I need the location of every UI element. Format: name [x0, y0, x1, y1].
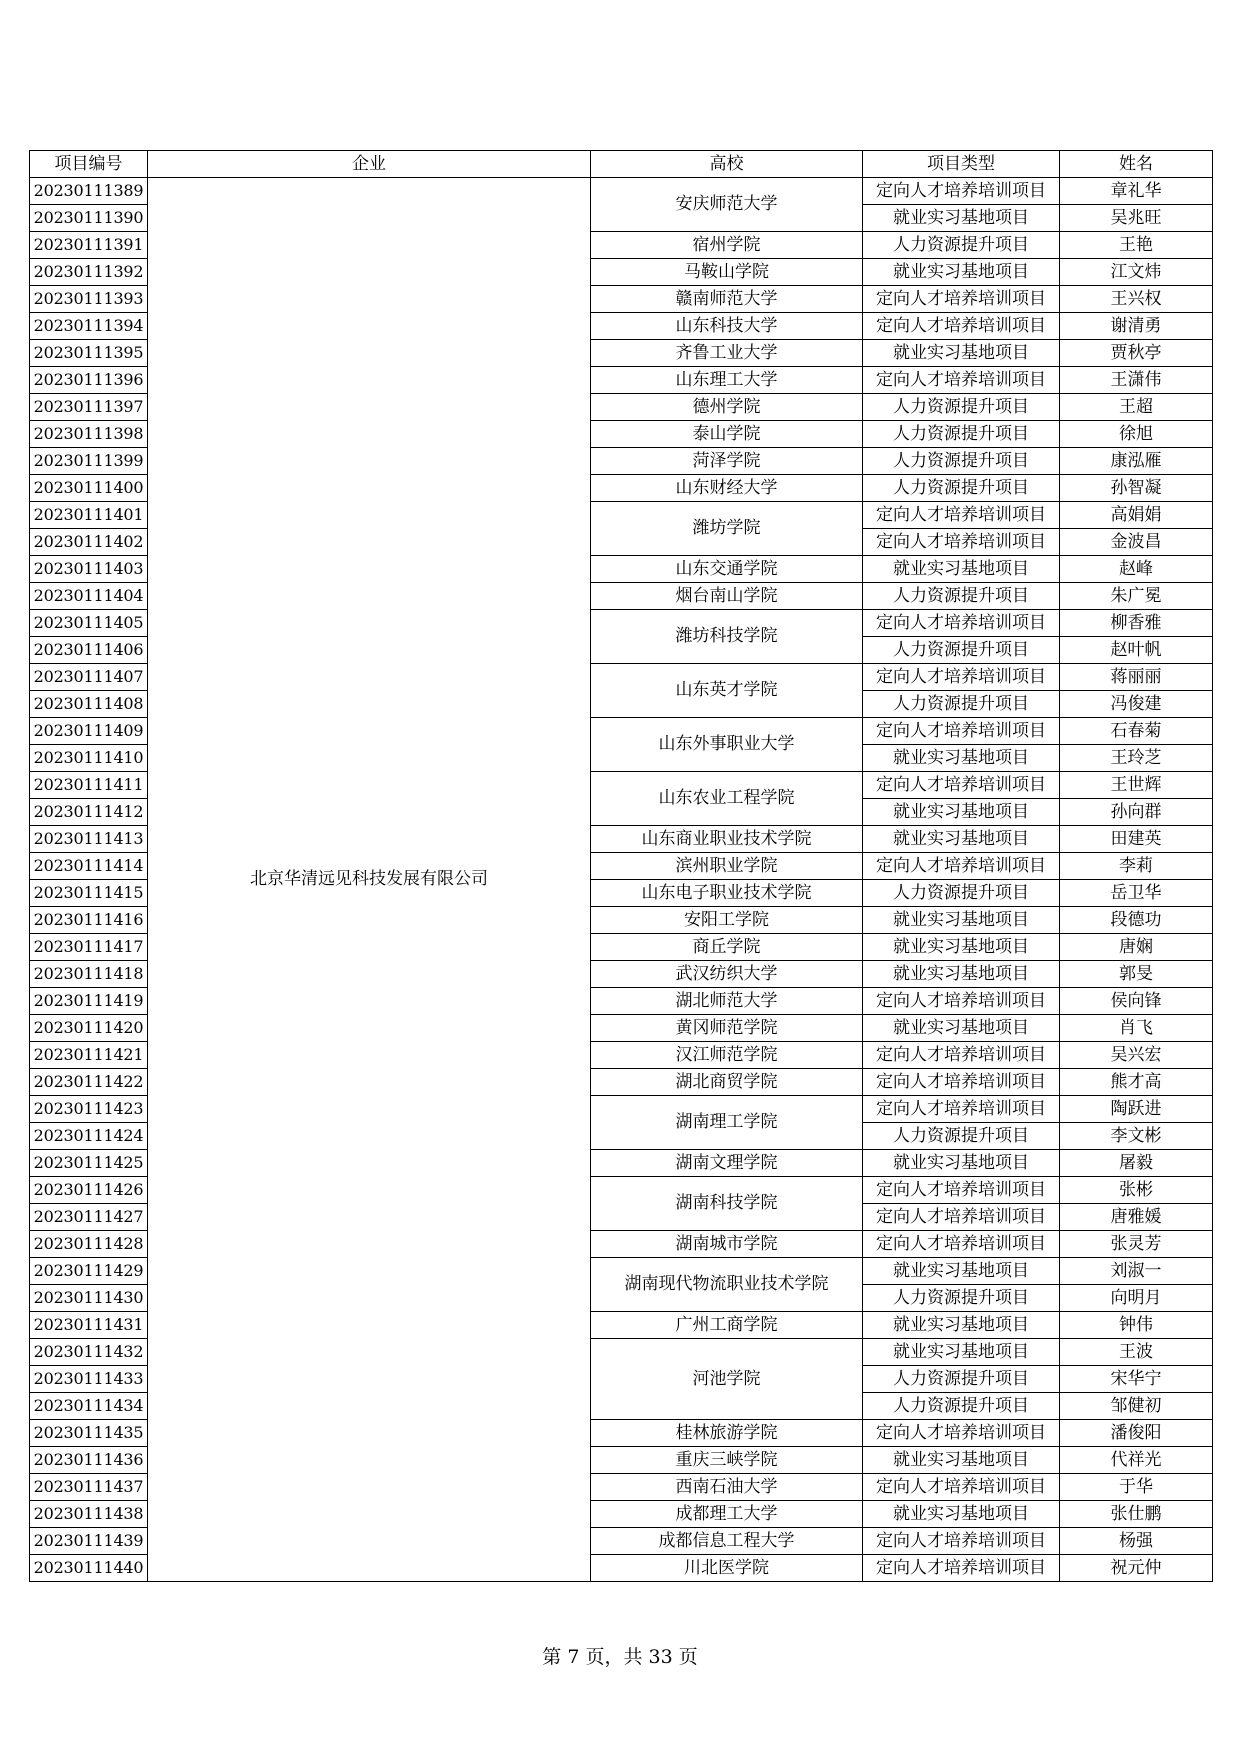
cell-school: 西南石油大学 — [591, 1474, 863, 1501]
cell-project-id: 20230111394 — [30, 313, 148, 340]
cell-project-type: 定向人才培养培训项目 — [863, 1042, 1060, 1069]
cell-project-id: 20230111406 — [30, 637, 148, 664]
cell-project-type: 定向人才培养培训项目 — [863, 1420, 1060, 1447]
cell-school: 武汉纺织大学 — [591, 961, 863, 988]
cell-project-id: 20230111412 — [30, 799, 148, 826]
cell-project-id: 20230111418 — [30, 961, 148, 988]
cell-person-name: 肖飞 — [1060, 1015, 1213, 1042]
cell-project-id: 20230111420 — [30, 1015, 148, 1042]
cell-person-name: 李文彬 — [1060, 1123, 1213, 1150]
cell-project-type: 定向人才培养培训项目 — [863, 502, 1060, 529]
cell-project-type: 就业实习基地项目 — [863, 205, 1060, 232]
cell-project-type: 定向人才培养培训项目 — [863, 853, 1060, 880]
cell-project-type: 定向人才培养培训项目 — [863, 988, 1060, 1015]
header-project-id: 项目编号 — [30, 151, 148, 178]
project-table — [29, 150, 1213, 1582]
cell-project-id: 20230111428 — [30, 1231, 148, 1258]
cell-school: 成都信息工程大学 — [591, 1528, 863, 1555]
cell-school: 湖北师范大学 — [591, 988, 863, 1015]
cell-project-type: 就业实习基地项目 — [863, 907, 1060, 934]
cell-project-type: 定向人才培养培训项目 — [863, 529, 1060, 556]
cell-project-type: 定向人才培养培训项目 — [863, 1528, 1060, 1555]
cell-school: 烟台南山学院 — [591, 583, 863, 610]
cell-project-id: 20230111417 — [30, 934, 148, 961]
cell-project-type: 定向人才培养培训项目 — [863, 1231, 1060, 1258]
cell-project-id: 20230111421 — [30, 1042, 148, 1069]
cell-project-type: 就业实习基地项目 — [863, 1501, 1060, 1528]
cell-person-name: 孙智凝 — [1060, 475, 1213, 502]
cell-person-name: 王波 — [1060, 1339, 1213, 1366]
cell-person-name: 贾秋亭 — [1060, 340, 1213, 367]
cell-project-id: 20230111413 — [30, 826, 148, 853]
cell-person-name: 田建英 — [1060, 826, 1213, 853]
cell-person-name: 陶跃进 — [1060, 1096, 1213, 1123]
cell-project-id: 20230111402 — [30, 529, 148, 556]
cell-project-id: 20230111403 — [30, 556, 148, 583]
cell-person-name: 王超 — [1060, 394, 1213, 421]
header-company: 企业 — [148, 151, 591, 178]
cell-school: 黄冈师范学院 — [591, 1015, 863, 1042]
cell-project-type: 就业实习基地项目 — [863, 340, 1060, 367]
cell-project-id: 20230111390 — [30, 205, 148, 232]
cell-person-name: 吴兴宏 — [1060, 1042, 1213, 1069]
table-row — [30, 178, 1213, 205]
cell-project-type: 定向人才培养培训项目 — [863, 178, 1060, 205]
cell-project-type: 人力资源提升项目 — [863, 1366, 1060, 1393]
cell-school: 山东交通学院 — [591, 556, 863, 583]
cell-person-name: 孙向群 — [1060, 799, 1213, 826]
cell-school: 赣南师范大学 — [591, 286, 863, 313]
cell-project-type: 定向人才培养培训项目 — [863, 1204, 1060, 1231]
cell-project-type: 就业实习基地项目 — [863, 745, 1060, 772]
cell-project-type: 定向人才培养培训项目 — [863, 1069, 1060, 1096]
cell-project-id: 20230111392 — [30, 259, 148, 286]
cell-project-id: 20230111395 — [30, 340, 148, 367]
cell-school: 汉江师范学院 — [591, 1042, 863, 1069]
cell-project-id: 20230111432 — [30, 1339, 148, 1366]
header-project-type: 项目类型 — [863, 151, 1060, 178]
cell-person-name: 张仕鹏 — [1060, 1501, 1213, 1528]
cell-person-name: 赵峰 — [1060, 556, 1213, 583]
cell-project-id: 20230111414 — [30, 853, 148, 880]
cell-person-name: 邹健初 — [1060, 1393, 1213, 1420]
cell-company: 北京华清远见科技发展有限公司 — [148, 178, 591, 1582]
cell-project-type: 就业实习基地项目 — [863, 1150, 1060, 1177]
cell-project-type: 人力资源提升项目 — [863, 421, 1060, 448]
cell-project-type: 就业实习基地项目 — [863, 1258, 1060, 1285]
cell-project-type: 人力资源提升项目 — [863, 880, 1060, 907]
cell-project-type: 就业实习基地项目 — [863, 934, 1060, 961]
cell-person-name: 钟伟 — [1060, 1312, 1213, 1339]
cell-school: 潍坊学院 — [591, 502, 863, 556]
cell-project-type: 定向人才培养培训项目 — [863, 1474, 1060, 1501]
cell-project-type: 就业实习基地项目 — [863, 961, 1060, 988]
cell-project-type: 定向人才培养培训项目 — [863, 286, 1060, 313]
cell-project-id: 20230111436 — [30, 1447, 148, 1474]
cell-project-type: 就业实习基地项目 — [863, 556, 1060, 583]
cell-project-type: 定向人才培养培训项目 — [863, 718, 1060, 745]
cell-person-name: 康泓雁 — [1060, 448, 1213, 475]
cell-project-id: 20230111426 — [30, 1177, 148, 1204]
cell-person-name: 王玲芝 — [1060, 745, 1213, 772]
cell-school: 马鞍山学院 — [591, 259, 863, 286]
cell-person-name: 于华 — [1060, 1474, 1213, 1501]
cell-project-id: 20230111438 — [30, 1501, 148, 1528]
cell-school: 山东电子职业技术学院 — [591, 880, 863, 907]
cell-person-name: 潘俊阳 — [1060, 1420, 1213, 1447]
cell-project-id: 20230111434 — [30, 1393, 148, 1420]
cell-person-name: 蒋丽丽 — [1060, 664, 1213, 691]
cell-project-id: 20230111415 — [30, 880, 148, 907]
cell-project-type: 定向人才培养培训项目 — [863, 313, 1060, 340]
cell-project-id: 20230111435 — [30, 1420, 148, 1447]
cell-project-id: 20230111437 — [30, 1474, 148, 1501]
cell-person-name: 段德功 — [1060, 907, 1213, 934]
cell-school: 泰山学院 — [591, 421, 863, 448]
cell-project-type: 就业实习基地项目 — [863, 1447, 1060, 1474]
cell-school: 湖北商贸学院 — [591, 1069, 863, 1096]
cell-person-name: 王艳 — [1060, 232, 1213, 259]
cell-school: 湖南科技学院 — [591, 1177, 863, 1231]
cell-person-name: 王世辉 — [1060, 772, 1213, 799]
cell-project-type: 定向人才培养培训项目 — [863, 1177, 1060, 1204]
cell-person-name: 王兴权 — [1060, 286, 1213, 313]
cell-person-name: 侯向锋 — [1060, 988, 1213, 1015]
cell-project-id: 20230111424 — [30, 1123, 148, 1150]
cell-project-id: 20230111427 — [30, 1204, 148, 1231]
cell-project-id: 20230111416 — [30, 907, 148, 934]
cell-project-id: 20230111408 — [30, 691, 148, 718]
cell-person-name: 唐娴 — [1060, 934, 1213, 961]
cell-person-name: 郭旻 — [1060, 961, 1213, 988]
cell-project-type: 定向人才培养培训项目 — [863, 664, 1060, 691]
cell-project-id: 20230111405 — [30, 610, 148, 637]
cell-person-name: 宋华宁 — [1060, 1366, 1213, 1393]
cell-school: 德州学院 — [591, 394, 863, 421]
cell-person-name: 熊才高 — [1060, 1069, 1213, 1096]
cell-person-name: 金波昌 — [1060, 529, 1213, 556]
cell-project-id: 20230111393 — [30, 286, 148, 313]
cell-project-id: 20230111400 — [30, 475, 148, 502]
cell-person-name: 张灵芳 — [1060, 1231, 1213, 1258]
cell-project-id: 20230111397 — [30, 394, 148, 421]
cell-project-id: 20230111396 — [30, 367, 148, 394]
page-footer: 第 7 页，共 33 页 — [542, 1646, 698, 1668]
cell-project-type: 就业实习基地项目 — [863, 799, 1060, 826]
cell-school: 湖南理工学院 — [591, 1096, 863, 1150]
cell-school: 广州工商学院 — [591, 1312, 863, 1339]
cell-project-type: 就业实习基地项目 — [863, 259, 1060, 286]
cell-school: 滨州职业学院 — [591, 853, 863, 880]
cell-school: 齐鲁工业大学 — [591, 340, 863, 367]
cell-project-type: 人力资源提升项目 — [863, 394, 1060, 421]
cell-person-name: 高娟娟 — [1060, 502, 1213, 529]
cell-school: 湖南城市学院 — [591, 1231, 863, 1258]
cell-school: 重庆三峡学院 — [591, 1447, 863, 1474]
cell-project-id: 20230111429 — [30, 1258, 148, 1285]
cell-person-name: 祝元仲 — [1060, 1555, 1213, 1582]
cell-school: 山东英才学院 — [591, 664, 863, 718]
cell-project-id: 20230111431 — [30, 1312, 148, 1339]
cell-person-name: 杨强 — [1060, 1528, 1213, 1555]
cell-person-name: 张彬 — [1060, 1177, 1213, 1204]
cell-project-id: 20230111410 — [30, 745, 148, 772]
cell-school: 菏泽学院 — [591, 448, 863, 475]
cell-person-name: 柳香雅 — [1060, 610, 1213, 637]
cell-project-id: 20230111404 — [30, 583, 148, 610]
cell-project-type: 定向人才培养培训项目 — [863, 1555, 1060, 1582]
cell-person-name: 岳卫华 — [1060, 880, 1213, 907]
cell-person-name: 朱广冕 — [1060, 583, 1213, 610]
cell-person-name: 李莉 — [1060, 853, 1213, 880]
cell-project-id: 20230111430 — [30, 1285, 148, 1312]
cell-school: 山东商业职业技术学院 — [591, 826, 863, 853]
cell-project-id: 20230111409 — [30, 718, 148, 745]
cell-project-id: 20230111407 — [30, 664, 148, 691]
cell-school: 山东农业工程学院 — [591, 772, 863, 826]
cell-project-id: 20230111422 — [30, 1069, 148, 1096]
cell-school: 山东外事职业大学 — [591, 718, 863, 772]
cell-person-name: 屠毅 — [1060, 1150, 1213, 1177]
cell-school: 潍坊科技学院 — [591, 610, 863, 664]
cell-project-type: 就业实习基地项目 — [863, 826, 1060, 853]
cell-project-id: 20230111391 — [30, 232, 148, 259]
table-body — [30, 178, 1213, 1582]
table-header-row — [30, 151, 1213, 178]
cell-project-id: 20230111440 — [30, 1555, 148, 1582]
cell-project-type: 人力资源提升项目 — [863, 637, 1060, 664]
cell-project-type: 就业实习基地项目 — [863, 1015, 1060, 1042]
cell-project-id: 20230111389 — [30, 178, 148, 205]
cell-school: 河池学院 — [591, 1339, 863, 1420]
cell-project-type: 人力资源提升项目 — [863, 691, 1060, 718]
cell-project-id: 20230111439 — [30, 1528, 148, 1555]
cell-project-type: 人力资源提升项目 — [863, 583, 1060, 610]
header-school: 高校 — [591, 151, 863, 178]
cell-project-type: 就业实习基地项目 — [863, 1312, 1060, 1339]
cell-project-type: 人力资源提升项目 — [863, 232, 1060, 259]
cell-school: 山东财经大学 — [591, 475, 863, 502]
cell-school: 山东理工大学 — [591, 367, 863, 394]
cell-project-id: 20230111433 — [30, 1366, 148, 1393]
cell-project-id: 20230111423 — [30, 1096, 148, 1123]
cell-person-name: 王潇伟 — [1060, 367, 1213, 394]
cell-person-name: 代祥光 — [1060, 1447, 1213, 1474]
cell-school: 川北医学院 — [591, 1555, 863, 1582]
cell-person-name: 唐雅媛 — [1060, 1204, 1213, 1231]
cell-school: 湖南文理学院 — [591, 1150, 863, 1177]
cell-person-name: 谢清勇 — [1060, 313, 1213, 340]
cell-person-name: 赵叶帆 — [1060, 637, 1213, 664]
cell-person-name: 向明月 — [1060, 1285, 1213, 1312]
cell-project-type: 人力资源提升项目 — [863, 1123, 1060, 1150]
cell-project-type: 定向人才培养培训项目 — [863, 1096, 1060, 1123]
cell-school: 安庆师范大学 — [591, 178, 863, 232]
cell-person-name: 江文炜 — [1060, 259, 1213, 286]
cell-person-name: 徐旭 — [1060, 421, 1213, 448]
cell-person-name: 冯俊建 — [1060, 691, 1213, 718]
cell-person-name: 章礼华 — [1060, 178, 1213, 205]
cell-school: 宿州学院 — [591, 232, 863, 259]
cell-project-id: 20230111419 — [30, 988, 148, 1015]
cell-project-type: 人力资源提升项目 — [863, 1393, 1060, 1420]
cell-project-id: 20230111401 — [30, 502, 148, 529]
cell-project-type: 定向人才培养培训项目 — [863, 367, 1060, 394]
header-name: 姓名 — [1060, 151, 1213, 178]
cell-project-type: 人力资源提升项目 — [863, 448, 1060, 475]
cell-school: 湖南现代物流职业技术学院 — [591, 1258, 863, 1312]
cell-school: 成都理工大学 — [591, 1501, 863, 1528]
cell-project-type: 定向人才培养培训项目 — [863, 772, 1060, 799]
cell-school: 桂林旅游学院 — [591, 1420, 863, 1447]
cell-person-name: 刘淑一 — [1060, 1258, 1213, 1285]
cell-person-name: 吴兆旺 — [1060, 205, 1213, 232]
cell-project-type: 人力资源提升项目 — [863, 475, 1060, 502]
cell-project-type: 定向人才培养培训项目 — [863, 610, 1060, 637]
cell-school: 安阳工学院 — [591, 907, 863, 934]
cell-project-id: 20230111399 — [30, 448, 148, 475]
cell-person-name: 石春菊 — [1060, 718, 1213, 745]
cell-project-id: 20230111425 — [30, 1150, 148, 1177]
cell-school: 山东科技大学 — [591, 313, 863, 340]
cell-project-type: 人力资源提升项目 — [863, 1285, 1060, 1312]
cell-project-id: 20230111398 — [30, 421, 148, 448]
cell-project-id: 20230111411 — [30, 772, 148, 799]
cell-school: 商丘学院 — [591, 934, 863, 961]
cell-project-type: 就业实习基地项目 — [863, 1339, 1060, 1366]
